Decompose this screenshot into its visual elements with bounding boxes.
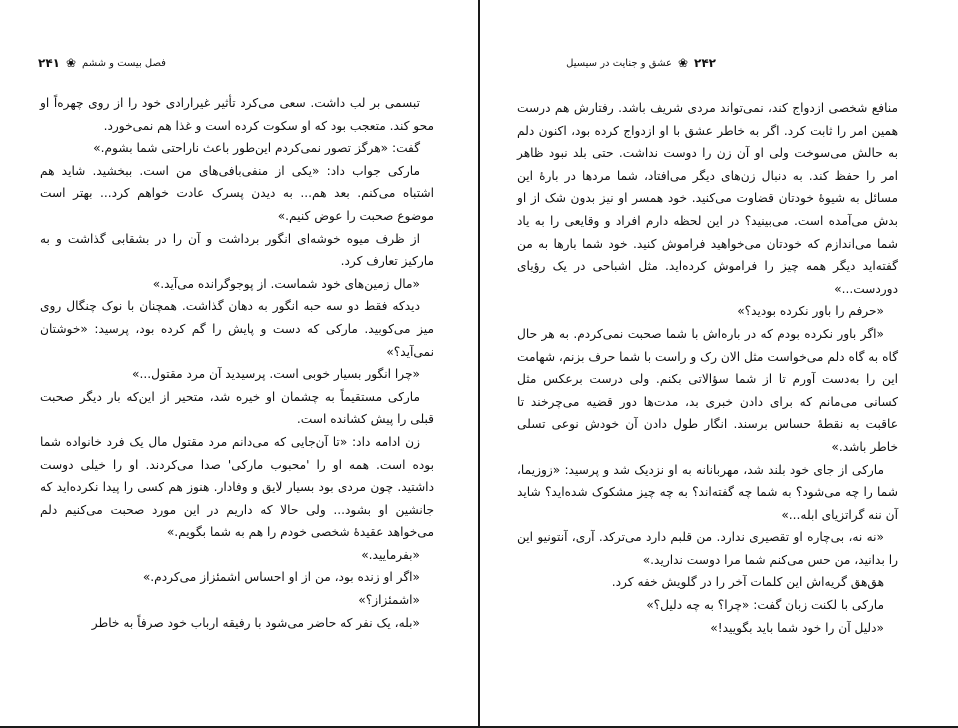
paragraph: «اگر او زنده بود، من از او احساس اشمئزاز می‌کردم.» — [142, 570, 420, 585]
paragraph: مارکی جواب داد: «یکی از منفی‌بافی‌های من است. ببخشید. شاید هم اشتباه می‌کنم. بعد هم... به دیدن پسرک عادت خواهم کرد... بهتر است موضوع صحبت را عوض کنیم.» — [40, 163, 434, 223]
paragraph: «اشمئزاز؟» — [358, 593, 420, 608]
paragraph: «بفرمایید.» — [361, 547, 420, 562]
paragraph: «دلیل آن را خود شما باید بگویید!» — [710, 620, 884, 635]
page-number: ۲۴۲ — [694, 56, 716, 70]
paragraph: مارکی مستقیماً به چشمان او خیره شد، متحیر از این‌که بار دیگر صحبت قبلی را پیش کشانده است. — [40, 389, 434, 427]
running-title: فصل بیست و ششم — [82, 57, 166, 69]
paragraph: از ظرف میوه خوشه‌ای انگور برداشت و آن را در بشقابی گذاشت و به مارکیز تعارف کرد. — [40, 231, 434, 269]
flower-ornament-icon: ❀ — [677, 56, 689, 70]
paragraph: گفت: «هرگز تصور نمی‌کردم این‌طور باعث ناراحتی شما بشوم.» — [93, 141, 420, 156]
left-page — [0, 0, 478, 728]
left-page-body — [40, 92, 434, 634]
page-number: ۲۴۱ — [38, 56, 60, 70]
flower-ornament-icon: ❀ — [65, 56, 77, 70]
paragraph: «مال زمین‌های خود شماست. از پوجوگرانده می‌آید.» — [152, 276, 420, 291]
paragraph: دیدکه فقط دو سه حبه انگور به دهان گذاشت. همچنان با نوک چنگال روی میز می‌کوبید. مارکی که دست و پایش را گم کرده بود، پرسید: «خوشتان نمی‌آید؟» — [40, 299, 434, 359]
paragraph: «بله، یک نفر که حاضر می‌شود با رفیقه ارباب خود صرفاً به خاطر — [91, 615, 420, 630]
paragraph: مارکی با لکنت زبان گفت: «چرا؟ به چه دلیل؟» — [646, 598, 884, 613]
paragraph: «نه نه، بی‌چاره او تقصیری ندارد. من قلبم دارد می‌ترکد. آری، آنتونیو این را بدانید، من حس می‌کنم شما مرا دوست ندارید.» — [517, 530, 898, 567]
left-page-header — [38, 56, 166, 70]
right-page-body — [517, 97, 898, 639]
paragraph: هق‌هق گریه‌اش این کلمات آخر را در گلویش خفه کرد. — [611, 575, 884, 590]
paragraph: تبسمی بر لب داشت. سعی می‌کرد تأثیر غیرارادی خود را از روی چهره‌اً او محو کند. متعجب بود که او سکوت کرده است و غذا هم نمی‌خورد. — [40, 96, 434, 133]
paragraph: «حرفم را باور نکرده بودید؟» — [737, 304, 884, 319]
paragraph: «اگر باور نکرده بودم که در باره‌اش با شما صحبت نمی‌کردم. به هر حال گاه به گاه دلم می‌خواست مثل الان رک و راست با شما حرف بزنم، شهامت این را به‌دست آورم تا از شما سؤالاتی بکنم. ولی درست برعکس مثل کسانی می‌مانم که برای دادن خبری بد، مدت‌ها دور قضیه می‌چرخند تا عاقبت به نقطهٔ حساس برسند. انگار طول دادن آن خودش نوعی تسلی خاطر باشد.» — [517, 326, 898, 454]
paragraph: زن ادامه داد: «تا آن‌جایی که می‌دانم مرد مقتول مال یک فرد خانواده شما بوده است. همه او را 'محبوب مارکی' صدا می‌کردند. او را خیلی دوست داشتید. چون مردی بود بسیار لایق و وفادار. هنوز هم کسی را پیدا نکرده‌اید که جانشین او بشود... ولی حالا که داریم در این مورد صحبت می‌کنیم دلم می‌خواهد عقیدهٔ شخصی خودم را هم به شما بگویم.» — [40, 434, 434, 540]
right-page — [480, 0, 958, 728]
paragraph: منافع شخصی ازدواج کند، نمی‌تواند مردی شریف باشد. رفتارش هم درست همین امر را ثابت کرد. اگر به خاطر عشق با او ازدواج کرده بود، اکنون دلم به حالش می‌سوخت ولی او آن زن را دوست نداشت. حتی بلد نبود ظاهر امر را حفظ کند. به دنبال زن‌های دیگر می‌افتاد، شما مردها در بارهٔ این مسائل به شیوهٔ خودتان قضاوت می‌کنید. خود همسر او نیز بدون شک از او بدش می‌آمده است. می‌بینید؟ در این لحظه دارم افراد و وقایعی را به یاد شما می‌اندازم که خودتان می‌خواهید فراموش کنید. خود شما بارها به من گفته‌اید دیگر همه چیز را فراموش کرده‌اید. مثل اشباحی در یک رؤیای دوردست...» — [517, 101, 898, 296]
paragraph: «چرا انگور بسیار خوبی است. پرسیدید آن مرد مقتول...» — [132, 367, 420, 382]
running-title: عشق و جنایت در سیسیل — [566, 57, 672, 69]
right-page-header — [566, 56, 716, 70]
paragraph: مارکی از جای خود بلند شد، مهربانانه به او نزدیک شد و پرسید: «زوزیما، شما را چه می‌شود؟ به شما چه گفته‌اند؟ به چه چیز مشکوک شده‌اید؟ شاید آن ننه گراتزیای ابله...» — [517, 462, 898, 522]
